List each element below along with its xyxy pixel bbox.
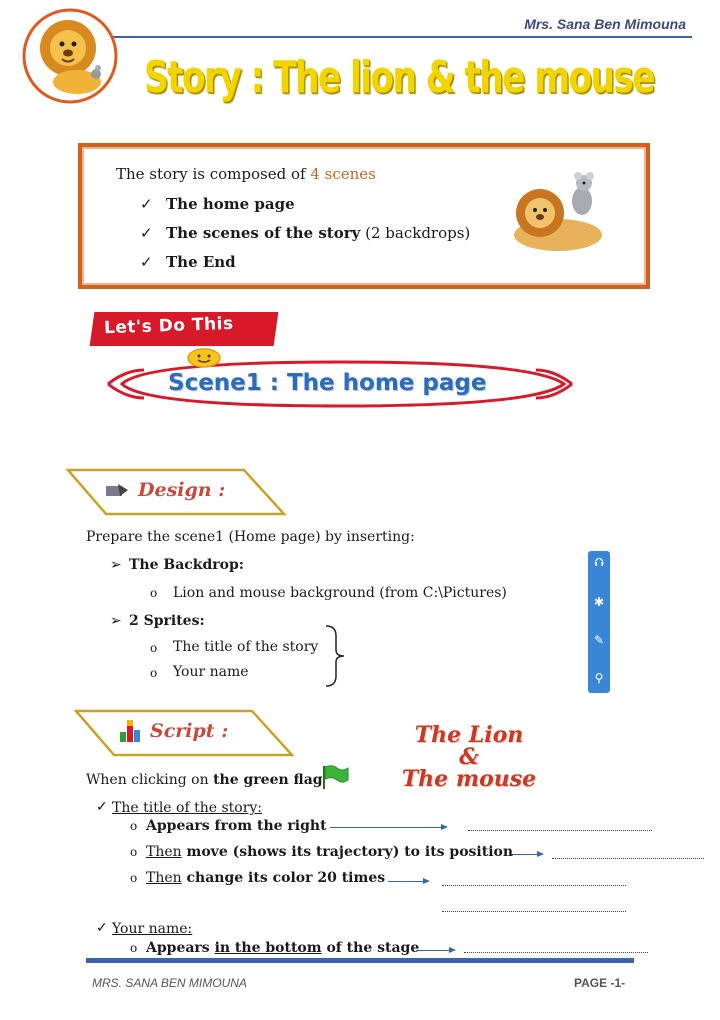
header-rule <box>112 36 692 38</box>
design-intro: Prepare the scene1 (Home page) by inserting: <box>86 529 415 545</box>
title-heading: The title of the story: <box>112 800 263 816</box>
list-item <box>140 224 470 253</box>
intro-prefix: The story is composed of <box>116 165 311 183</box>
sprite-item: Your name <box>173 664 249 680</box>
when-prefix: When clicking on <box>86 772 214 788</box>
design-pencil-icon <box>104 482 130 500</box>
step-text: Appears from the right <box>146 818 327 834</box>
answer-blank[interactable] <box>442 885 626 886</box>
footer-author: MRS. SANA BEN MIMOUNA <box>92 976 247 990</box>
check-icon: ✓ <box>140 253 153 271</box>
step-text-line <box>146 870 385 886</box>
script-label: Script : <box>150 720 229 742</box>
check-icon: ✓ <box>140 224 153 242</box>
paint-splash-icon: ✱ <box>593 595 605 609</box>
sub-bullet-icon: o <box>150 666 158 680</box>
design-label: Design : <box>138 479 226 501</box>
story-art-title <box>384 724 554 790</box>
blocks-icon <box>118 720 144 744</box>
art-title-line: The Lion <box>414 722 524 748</box>
brush-icon: ✎ <box>593 633 605 647</box>
lion-logo-icon <box>22 8 118 104</box>
lion-mouse-illustration-icon <box>508 163 612 259</box>
list-item <box>140 195 470 224</box>
art-title-line: The mouse <box>401 766 537 792</box>
green-flag-icon <box>320 762 350 790</box>
step-arrow-icon <box>330 827 442 828</box>
answer-blank[interactable] <box>464 952 648 953</box>
step-text: change its color 20 times <box>181 870 386 886</box>
when-flag-line <box>86 772 323 788</box>
list-item <box>140 253 470 282</box>
author-header: Mrs. Sana Ben Mimouna <box>524 16 686 32</box>
check-icon: ✓ <box>96 920 108 936</box>
list-item-label: The End <box>166 253 236 271</box>
sub-bullet-icon: o <box>130 845 138 859</box>
list-item-extra: (2 backdrops) <box>360 224 471 242</box>
backdrop-heading: The Backdrop: <box>129 557 244 573</box>
backdrop-item: Lion and mouse background (from C:\Pictures) <box>173 585 507 601</box>
search-icon: ⚲ <box>594 671 604 685</box>
step-text: Appears <box>146 940 215 956</box>
sub-bullet-icon: o <box>150 641 158 655</box>
upload-icon: ⮉ <box>594 555 604 569</box>
answer-blank[interactable] <box>552 858 704 859</box>
sprite-item: The title of the story <box>173 639 319 655</box>
curly-brace-icon <box>322 624 350 688</box>
scene-list <box>140 195 470 282</box>
step-text: move (shows its trajectory) to its position <box>181 844 514 860</box>
backdrop-bullet-icon: ➢ <box>110 557 122 573</box>
sub-bullet-icon: o <box>130 819 138 833</box>
answer-blank[interactable] <box>442 911 626 912</box>
scene-count: 4 scenes <box>310 165 376 183</box>
then-label: Then <box>146 844 182 860</box>
green-flag-label: the green flag <box>213 772 323 788</box>
list-item-label: The home page <box>166 195 295 213</box>
page-title: Story : The lion & the mouse <box>144 52 654 103</box>
art-title-line: & <box>459 744 479 770</box>
story-intro <box>116 165 376 183</box>
footer-rule <box>86 958 634 963</box>
sprite-tool-strip <box>588 551 610 693</box>
sprites-bullet-icon: ➢ <box>110 613 122 629</box>
list-item-label: The scenes of the story <box>166 224 361 242</box>
answer-blank[interactable] <box>468 830 652 831</box>
name-heading: Your name: <box>112 921 193 937</box>
sub-bullet-icon: o <box>130 941 138 955</box>
sub-bullet-icon: o <box>150 586 158 600</box>
page-number: PAGE -1- <box>574 976 626 990</box>
step-arrow-icon <box>416 950 450 951</box>
story-info-box <box>78 143 650 289</box>
sprites-heading: 2 Sprites: <box>129 613 205 629</box>
step-text-line <box>146 844 513 860</box>
then-label: Then <box>146 870 182 886</box>
step-text-line <box>146 940 419 956</box>
step-underlined: in the bottom <box>214 940 322 956</box>
lets-do-this-label: Let's Do This <box>103 313 234 339</box>
sub-bullet-icon: o <box>130 871 138 885</box>
check-icon: ✓ <box>96 799 108 815</box>
step-text: of the stage <box>321 940 420 956</box>
scene-title: Scene1 : The home page <box>168 370 487 396</box>
step-arrow-icon <box>512 854 538 855</box>
step-arrow-icon <box>388 881 424 882</box>
check-icon: ✓ <box>140 195 153 213</box>
